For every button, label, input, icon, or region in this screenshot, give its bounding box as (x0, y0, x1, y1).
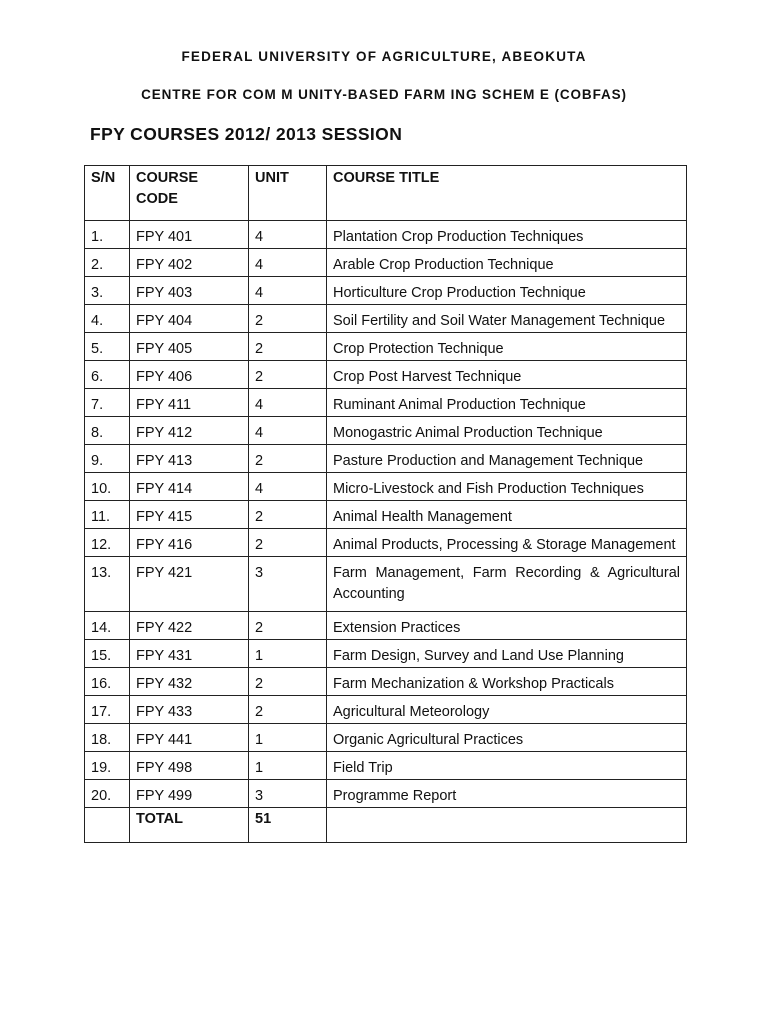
unit-cell: 4 (249, 389, 327, 417)
column-header-course-title: COURSE TITLE (327, 166, 687, 221)
table-row (85, 277, 687, 305)
table-row (85, 752, 687, 780)
unit-cell: 2 (249, 501, 327, 529)
column-header-course-code: COURSE CODE (130, 166, 249, 221)
unit-cell: 2 (249, 668, 327, 696)
unit-cell: 3 (249, 780, 327, 808)
unit-cell: 2 (249, 612, 327, 640)
course-code-cell: FPY 422 (130, 612, 249, 640)
sn-cell: 9. (85, 445, 130, 473)
sn-cell: 15. (85, 640, 130, 668)
sn-cell: 7. (85, 389, 130, 417)
table-row (85, 361, 687, 389)
unit-cell: 3 (249, 557, 327, 612)
table-row (85, 305, 687, 333)
unit-cell: 2 (249, 529, 327, 557)
course-code-cell: FPY 413 (130, 445, 249, 473)
course-title-cell: Farm Mechanization & Workshop Practicals (327, 668, 687, 696)
unit-cell: 2 (249, 445, 327, 473)
table-row (85, 612, 687, 640)
unit-cell: 4 (249, 221, 327, 249)
total-sn-cell (85, 808, 130, 843)
unit-cell: 4 (249, 277, 327, 305)
total-units: 51 (249, 808, 327, 843)
sn-cell: 8. (85, 417, 130, 445)
centre-heading: CENTRE FOR COM M UNITY-BASED FARM ING SCHEM E (COBFAS) (141, 87, 627, 102)
sn-cell: 13. (85, 557, 130, 612)
sn-cell: 3. (85, 277, 130, 305)
table-row (85, 696, 687, 724)
course-code-cell: FPY 406 (130, 361, 249, 389)
course-code-cell: FPY 431 (130, 640, 249, 668)
unit-cell: 4 (249, 417, 327, 445)
total-title-cell (327, 808, 687, 843)
unit-cell: 2 (249, 696, 327, 724)
course-title-cell: Arable Crop Production Technique (327, 249, 687, 277)
course-title-cell: Programme Report (327, 780, 687, 808)
course-title-cell: Farm Design, Survey and Land Use Planning (327, 640, 687, 668)
course-title-cell: Plantation Crop Production Techniques (327, 221, 687, 249)
table-row (85, 780, 687, 808)
session-title: FPY COURSES 2012/ 2013 SESSION (90, 124, 403, 144)
table-row (85, 445, 687, 473)
table-header-row (85, 166, 687, 221)
table-row (85, 501, 687, 529)
unit-cell: 4 (249, 249, 327, 277)
course-title-cell: Field Trip (327, 752, 687, 780)
sn-cell: 16. (85, 668, 130, 696)
table-row (85, 529, 687, 557)
unit-cell: 2 (249, 333, 327, 361)
course-code-cell: FPY 441 (130, 724, 249, 752)
course-code-cell: FPY 402 (130, 249, 249, 277)
course-title-cell: Pasture Production and Management Technique (327, 445, 687, 473)
sn-cell: 4. (85, 305, 130, 333)
course-code-cell: FPY 403 (130, 277, 249, 305)
sn-cell: 20. (85, 780, 130, 808)
sn-cell: 19. (85, 752, 130, 780)
course-code-cell: FPY 432 (130, 668, 249, 696)
course-code-cell: FPY 498 (130, 752, 249, 780)
course-title-cell: Horticulture Crop Production Technique (327, 277, 687, 305)
course-code-cell: FPY 416 (130, 529, 249, 557)
course-title-cell: Soil Fertility and Soil Water Management Technique (327, 305, 687, 333)
course-code-cell: FPY 412 (130, 417, 249, 445)
course-code-cell: FPY 499 (130, 780, 249, 808)
course-title-cell: Farm Management, Farm Recording & Agricultural Accounting (327, 557, 687, 612)
course-code-cell: FPY 433 (130, 696, 249, 724)
sn-cell: 1. (85, 221, 130, 249)
total-label: TOTAL (130, 808, 249, 843)
table-row (85, 724, 687, 752)
course-title-cell: Micro-Livestock and Fish Production Techniques (327, 473, 687, 501)
sn-cell: 11. (85, 501, 130, 529)
sn-cell: 14. (85, 612, 130, 640)
course-title-cell: Ruminant Animal Production Technique (327, 389, 687, 417)
course-code-cell: FPY 414 (130, 473, 249, 501)
course-code-cell: FPY 415 (130, 501, 249, 529)
table-row (85, 389, 687, 417)
table-row (85, 640, 687, 668)
course-title-cell: Monogastric Animal Production Technique (327, 417, 687, 445)
sn-cell: 18. (85, 724, 130, 752)
total-row (85, 808, 687, 843)
course-code-cell: FPY 411 (130, 389, 249, 417)
unit-cell: 4 (249, 473, 327, 501)
sn-cell: 10. (85, 473, 130, 501)
table-row (85, 221, 687, 249)
table-row (85, 668, 687, 696)
course-title-cell: Crop Protection Technique (327, 333, 687, 361)
course-title-cell: Extension Practices (327, 612, 687, 640)
table-row (85, 417, 687, 445)
university-heading: FEDERAL UNIVERSITY OF AGRICULTURE, ABEOKUTA (181, 49, 587, 64)
unit-cell: 1 (249, 724, 327, 752)
sn-cell: 17. (85, 696, 130, 724)
sn-cell: 2. (85, 249, 130, 277)
sn-cell: 5. (85, 333, 130, 361)
table-row (85, 333, 687, 361)
course-title-cell: Agricultural Meteorology (327, 696, 687, 724)
course-title-cell: Animal Health Management (327, 501, 687, 529)
unit-cell: 1 (249, 752, 327, 780)
course-title-cell: Animal Products, Processing & Storage Management (327, 529, 687, 557)
courses-table (84, 165, 687, 843)
course-title-cell: Crop Post Harvest Technique (327, 361, 687, 389)
course-code-cell: FPY 404 (130, 305, 249, 333)
sn-cell: 6. (85, 361, 130, 389)
unit-cell: 2 (249, 305, 327, 333)
unit-cell: 2 (249, 361, 327, 389)
course-code-cell: FPY 401 (130, 221, 249, 249)
unit-cell: 1 (249, 640, 327, 668)
table-row (85, 249, 687, 277)
column-header-sn: S/N (85, 166, 130, 221)
column-header-unit: UNIT (249, 166, 327, 221)
table-row (85, 473, 687, 501)
course-title-cell: Organic Agricultural Practices (327, 724, 687, 752)
course-code-cell: FPY 421 (130, 557, 249, 612)
table-row (85, 557, 687, 612)
course-code-cell: FPY 405 (130, 333, 249, 361)
sn-cell: 12. (85, 529, 130, 557)
